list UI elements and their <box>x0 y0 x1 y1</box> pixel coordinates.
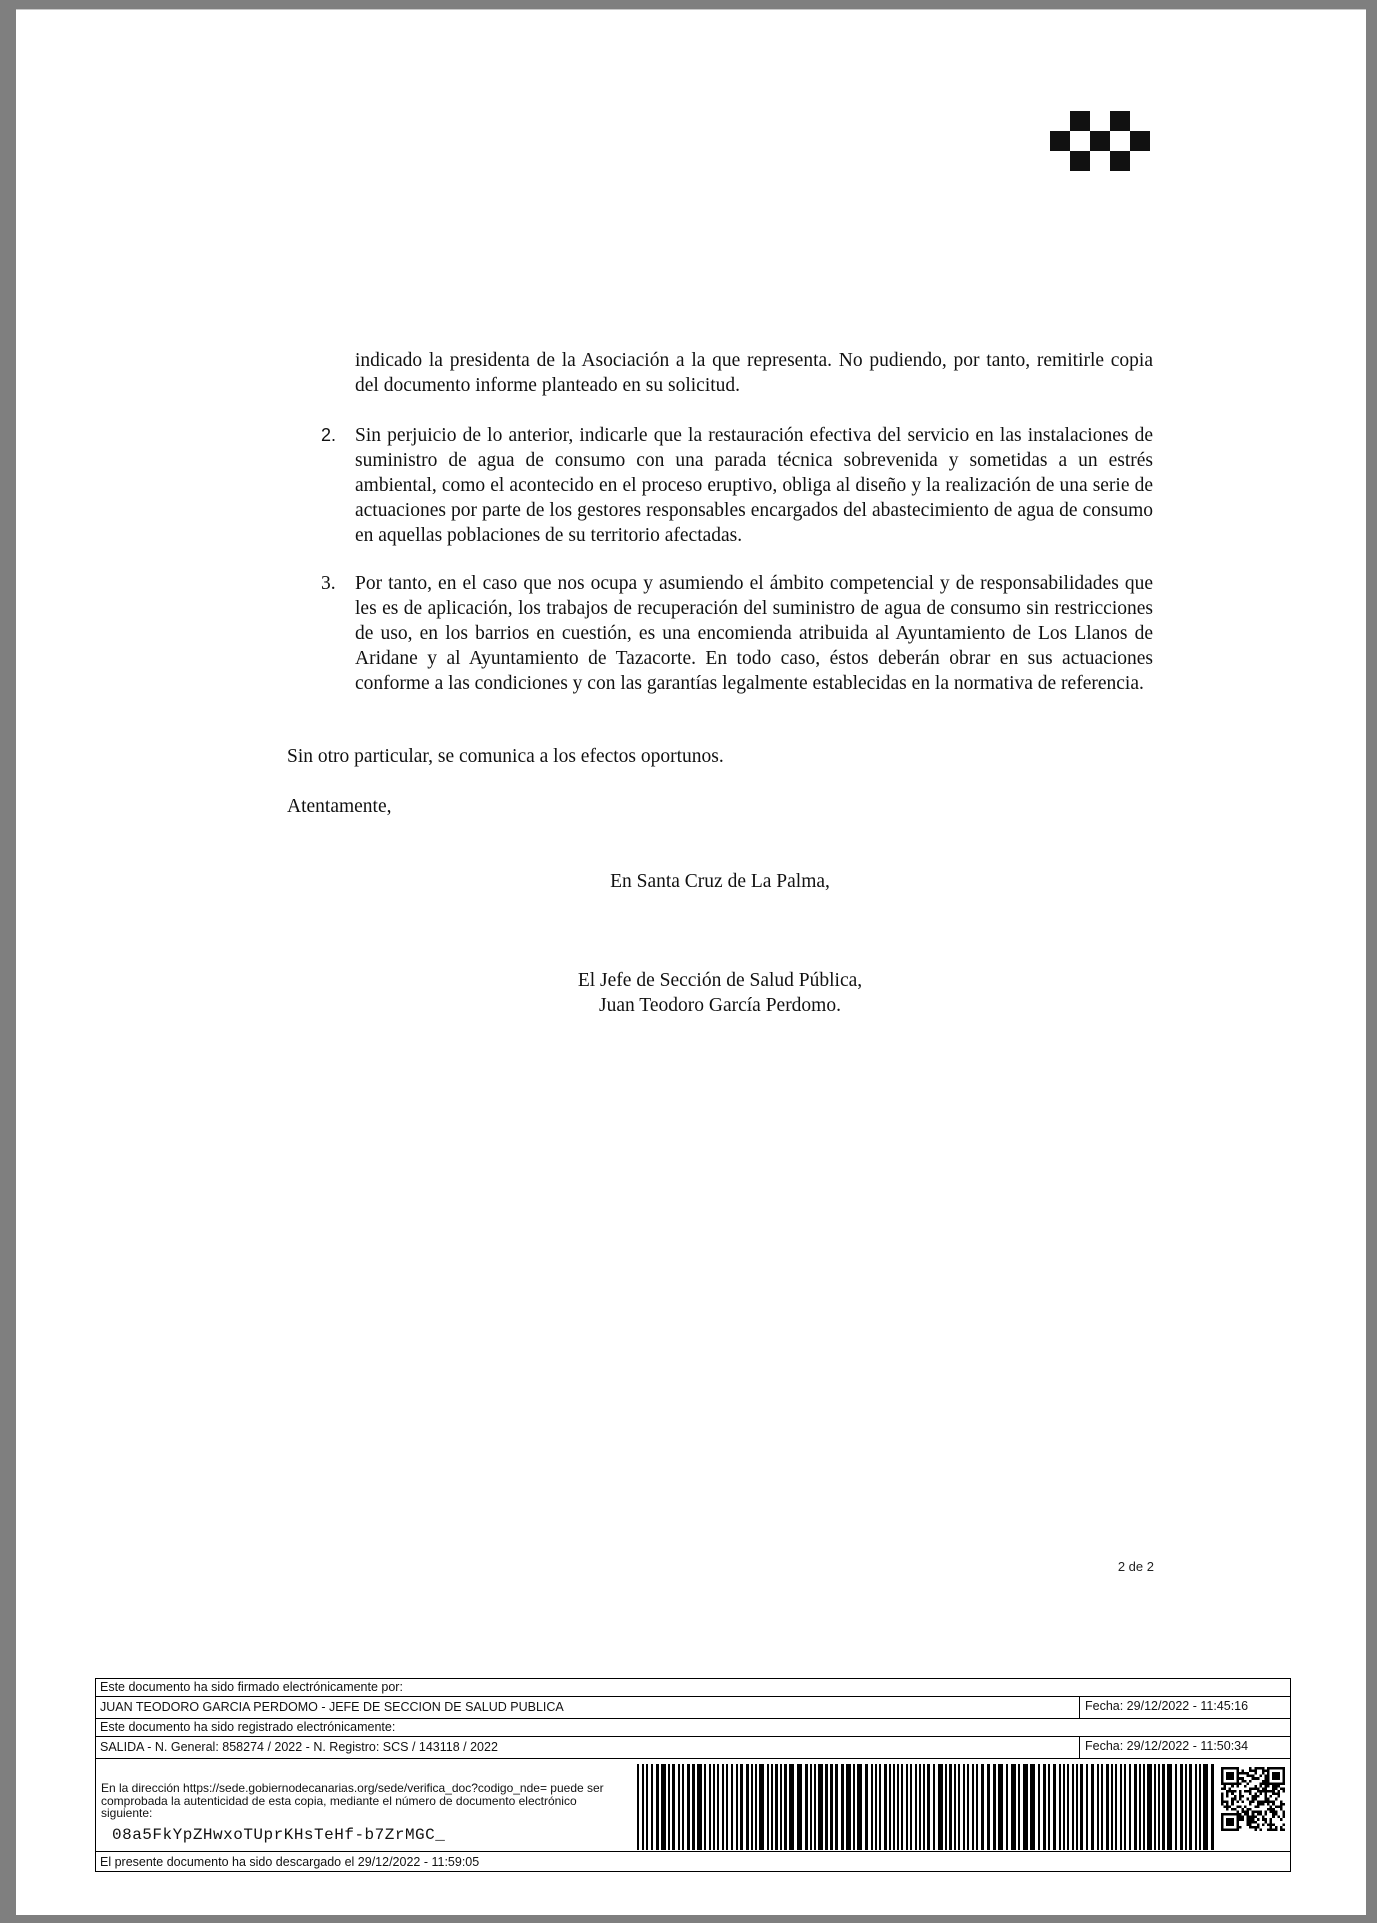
footer-divider <box>96 1851 1290 1852</box>
signer-row <box>96 1697 1290 1719</box>
qr-code-icon <box>1221 1767 1285 1831</box>
signed-label-row <box>96 1679 1290 1697</box>
greeting-line: Atentamente, <box>287 796 392 817</box>
document-code: 08a5FkYpZHwxoTUprKHsTeHf-b7ZrMGC_ <box>112 1826 446 1844</box>
registered-label: Este documento ha sido registrado electrónicamente: <box>100 1720 396 1734</box>
registry-line: SALIDA - N. General: 858274 / 2022 - N. Registro: SCS / 143118 / 2022 <box>100 1740 498 1754</box>
signer-name: Juan Teodoro García Perdomo. <box>599 995 841 1016</box>
page-number: 2 de 2 <box>1117 1559 1154 1574</box>
registry-date: Fecha: 29/12/2022 - 11:50:34 <box>1079 1736 1290 1758</box>
page-top-border <box>16 9 1366 10</box>
place-line: En Santa Cruz de La Palma, <box>610 871 830 892</box>
verify-text: En la dirección https://sede.gobiernodecanarias.org/sede/verifica_doc?codigo_nde= puede ser comprobada la autenticidad de esta copia, mediante el número de documento electrónico siguiente: <box>101 1781 604 1820</box>
signed-label: Este documento ha sido firmado electrónicamente por: <box>100 1680 403 1694</box>
closing-line: Sin otro particular, se comunica a los efectos oportunos. <box>287 746 724 767</box>
item-text-3: Por tanto, en el caso que nos ocupa y asumiendo el ámbito competencial y de responsabilidades que les es de aplicación, los trabajos de recuperación del suministro de agua de consumo sin restricciones de uso, en los barrios en cuestión, es una encomienda atribuida al Ayuntamiento de Los Llanos de Aridane y al Ayuntamiento de Tazacorte. En todo caso, éstos deberán obrar en sus actuaciones conforme a las condiciones y con las garantías legalmente establecidas en la normativa de referencia. <box>355 573 1153 694</box>
registered-label-row <box>96 1719 1290 1737</box>
registry-row <box>96 1737 1290 1759</box>
verification-box <box>95 1678 1291 1872</box>
barcode-icon <box>637 1764 1217 1850</box>
signer-line: JUAN TEODORO GARCIA PERDOMO - JEFE DE SECCION DE SALUD PUBLICA <box>100 1700 564 1714</box>
item-number-2: 2. <box>321 425 337 445</box>
downloaded-line: El presente documento ha sido descargado el 29/12/2022 - 11:59:05 <box>100 1855 480 1869</box>
document-page <box>16 9 1366 1915</box>
continuation-paragraph: indicado la presidenta de la Asociación a la que representa. No pudiendo, por tanto, remitirle copia del documento informe planteado en su solicitud. <box>355 350 1153 396</box>
item-text-2: Sin perjuicio de lo anterior, indicarle que la restauración efectiva del servicio en las instalaciones de suministro de agua de consumo con una parada técnica sobrevenida y sometidas a un estrés ambiental, como el acontecido en el proceso eruptivo, obliga al diseño y la realización de una serie de actuaciones por parte de los gestores responsables encargados del abastecimiento de agua de consumo en aquellas poblaciones de su territorio afectadas. <box>355 425 1153 546</box>
signed-date: Fecha: 29/12/2022 - 11:45:16 <box>1079 1696 1290 1718</box>
signer-title: El Jefe de Sección de Salud Pública, <box>577 970 863 991</box>
government-logo-icon <box>1050 111 1150 173</box>
item-number-3: 3. <box>321 573 336 594</box>
